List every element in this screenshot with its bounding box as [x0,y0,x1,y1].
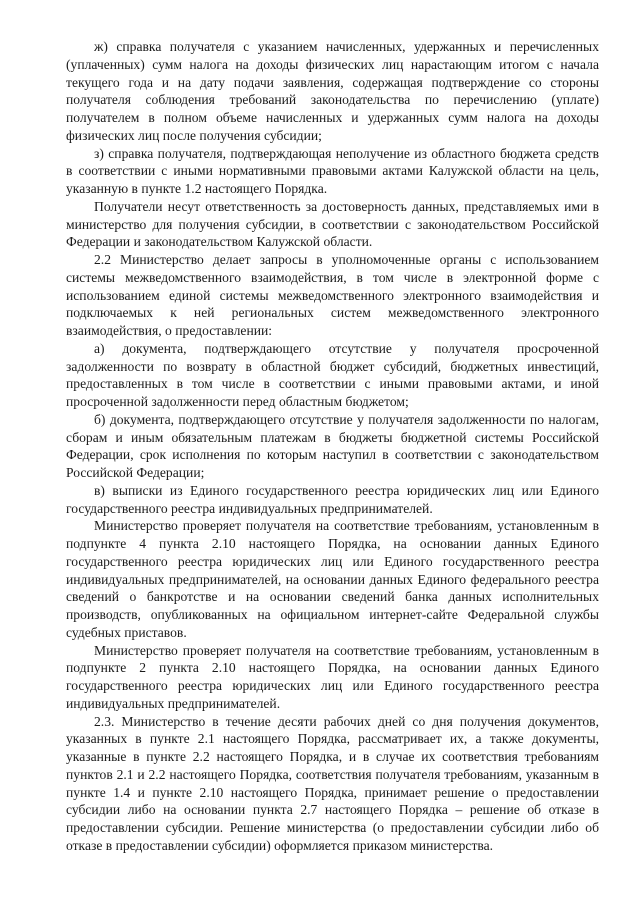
paragraph-z-non-receipt-certificate: з) справка получателя, подтверждающая неполучение из областного бюджета средств в соответствии с иными нормативными правовыми актами Калужской области на цель, указанную в пункте 1.2 настоящего Порядка. [66,145,599,196]
paragraph-check-subparagraph-4: Министерство проверяет получателя на соответствие требованиям, установленным в подпункте 4 пункта 2.10 настоящего Порядка, на основании данных Единого государственного реестра юридических лиц или Единого государственного реестра индивидуальных предпринимателей, на основании данных Единого федерального реестра сведений о банкротстве и на основании сведений банка данных исполнительных производств, опубликованных на официальном интернет-сайте Федеральной службы судебных приставов. [66,518,599,640]
paragraph-b-tax-debt-document: б) документа, подтверждающего отсутствие у получателя задолженности по налогам, сборам и иным обязательным платежам в бюджеты бюджетной системы Российской Федерации, срок исполнения по которым наступил в соответствии с законодательством Российской Федерации; [66,411,599,480]
paragraph-check-subparagraph-2: Министерство проверяет получателя на соответствие требованиям, установленным в подпункте 2 пункта 2.10 настоящего Порядка, на основании данных Единого государственного реестра юридических лиц или Единого государственного реестра индивидуальных предпринимателей. [66,642,599,711]
document-page [66,38,599,855]
paragraph-zh-income-tax-certificate: ж) справка получателя с указанием начисленных, удержанных и перечисленных (уплаченных) сумм налога на доходы физических лиц нарастающим итогом с начала текущего года и на дату подачи заявления, содержащая подтверждение со стороны получателя соблюдения требований законодательства по перечислению (уплате) получателем в полном объеме начисленных и удержанных сумм налога на доходы физических лиц после получения субсидии; [66,39,599,143]
paragraph-2-3-decision: 2.3. Министерство в течение десяти рабочих дней со дня получения документов, указанных в пункте 2.1 настоящего Порядка, рассматривает их, а также документы, указанные в пункте 2.2 настоящего Порядка, и в случае их соответствия требованиям пунктов 2.1 и 2.2 настоящего Порядка, соответствия получателя требованиям, указанным в пункте 1.4 и пункте 2.10 настоящего Порядка, принимает решение о предоставлении субсидии либо на основании пункта 2.7 настоящего Порядка – решение об отказе в предоставлении субсидии. Решение министерства (о предоставлении субсидии либо об отказе в предоставлении субсидии) оформляется приказом министерства. [66,713,599,853]
paragraph-2-2-requests: 2.2 Министерство делает запросы в уполномоченные органы с использованием системы межведомственного взаимодействия, в том числе в электронной форме с использованием единой системы межведомственного электронного взаимодействия и подключаемых к ней региональных систем межведомственного электронного взаимодействия, о предоставлении: [66,252,599,338]
paragraph-responsibility: Получатели несут ответственность за достоверность данных, представляемых ими в министерство для получения субсидии, в соответствии с законодательством Российской Федерации и законодательством Калужской области. [66,198,599,250]
paragraph-a-overdue-debt-document: а) документа, подтверждающего отсутствие у получателя просроченной задолженности по возврату в областной бюджет субсидий, бюджетных инвестиций, предоставленных в том числе в соответствии с иными правовыми актами, и иной просроченной задолженности перед областным бюджетом; [66,340,599,409]
paragraph-v-registry-extract: в) выписки из Единого государственного реестра юридических лиц или Единого государственного реестра индивидуальных предпринимателей. [66,482,599,516]
